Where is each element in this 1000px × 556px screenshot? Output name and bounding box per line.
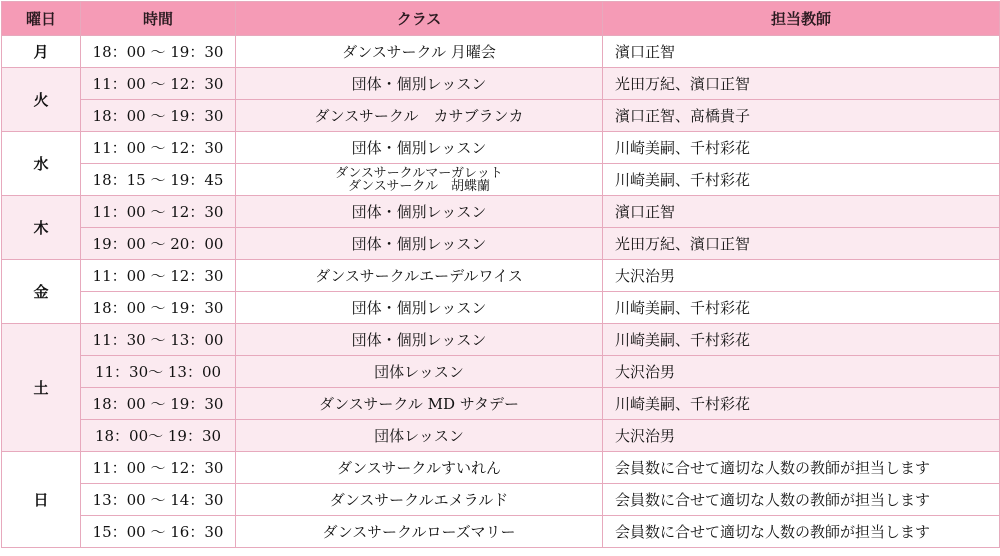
time-cell: 11：30〜 13：00 [81,356,236,388]
time-cell: 18：00 〜 19：30 [81,292,236,324]
time-cell: 18：00 〜 19：30 [81,388,236,420]
table-row [2,36,1000,68]
class-cell: ダンスサークルローズマリー [236,516,603,548]
class-cell: 団体・個別レッスン [236,68,603,100]
table-row [2,132,1000,164]
table-row [2,292,1000,324]
class-cell [236,164,603,196]
table-row [2,420,1000,452]
class-cell: 団体・個別レッスン [236,132,603,164]
teacher-cell: 会員数に合せて適切な人数の教師が担当します [603,452,1000,484]
teacher-cell: 濱口正智、髙橋貴子 [603,100,1000,132]
teacher-cell: 川崎美嗣、千村彩花 [603,164,1000,196]
header-teacher: 担当教師 [603,2,1000,36]
teacher-cell: 川崎美嗣、千村彩花 [603,292,1000,324]
table-row [2,452,1000,484]
day-cell-friday: 金 [2,260,81,324]
class-cell: ダンスサークルエメラルド [236,484,603,516]
header-row [2,2,1000,36]
teacher-cell: 大沢治男 [603,420,1000,452]
day-cell-wednesday: 水 [2,132,81,196]
table-row [2,196,1000,228]
table-row [2,260,1000,292]
table-row [2,324,1000,356]
teacher-cell: 濱口正智 [603,196,1000,228]
header-class: クラス [236,2,603,36]
class-cell: 団体レッスン [236,420,603,452]
schedule-table [1,1,1000,548]
teacher-cell: 川崎美嗣、千村彩花 [603,324,1000,356]
header-time: 時間 [81,2,236,36]
day-cell-sunday: 日 [2,452,81,548]
time-cell: 11：30 〜 13：00 [81,324,236,356]
table-row [2,484,1000,516]
table-row [2,68,1000,100]
day-cell-tuesday: 火 [2,68,81,132]
class-line: ダンスサークルマーガレット [335,165,503,181]
teacher-cell: 大沢治男 [603,356,1000,388]
class-cell: 団体レッスン [236,356,603,388]
time-cell: 13：00 〜 14：30 [81,484,236,516]
time-cell: 18：00〜 19：30 [81,420,236,452]
teacher-cell: 川崎美嗣、千村彩花 [603,388,1000,420]
class-cell: 団体・個別レッスン [236,292,603,324]
teacher-cell: 会員数に合せて適切な人数の教師が担当します [603,516,1000,548]
class-cell: ダンスサークル MD サタデー [236,388,603,420]
table-row [2,164,1000,196]
table-row [2,516,1000,548]
time-cell: 18：00 〜 19：30 [81,100,236,132]
time-cell: 18：00 〜 19：30 [81,36,236,68]
class-cell: ダンスサークル 月曜会 [236,36,603,68]
class-cell: 団体・個別レッスン [236,324,603,356]
header-day: 曜日 [2,2,81,36]
table-row [2,228,1000,260]
table-row [2,100,1000,132]
teacher-cell: 川崎美嗣、千村彩花 [603,132,1000,164]
time-cell: 19：00 〜 20：00 [81,228,236,260]
time-cell: 11：00 〜 12：30 [81,132,236,164]
teacher-cell: 会員数に合せて適切な人数の教師が担当します [603,484,1000,516]
time-cell: 11：00 〜 12：30 [81,196,236,228]
class-cell: ダンスサークルすいれん [236,452,603,484]
teacher-cell: 大沢治男 [603,260,1000,292]
class-cell: 団体・個別レッスン [236,228,603,260]
time-cell: 11：00 〜 12：30 [81,68,236,100]
teacher-cell: 光田万紀、濱口正智 [603,228,1000,260]
class-line: ダンスサークル 胡蝶蘭 [347,178,491,194]
day-cell-monday: 月 [2,36,81,68]
class-cell: ダンスサークル カサブランカ [236,100,603,132]
time-cell: 11：00 〜 12：30 [81,452,236,484]
class-cell: ダンスサークルエーデルワイス [236,260,603,292]
day-cell-thursday: 木 [2,196,81,260]
class-cell: 団体・個別レッスン [236,196,603,228]
time-cell: 11：00 〜 12：30 [81,260,236,292]
table-row [2,388,1000,420]
day-cell-saturday: 土 [2,324,81,452]
teacher-cell: 濱口正智 [603,36,1000,68]
table-row [2,356,1000,388]
time-cell: 15：00 〜 16：30 [81,516,236,548]
teacher-cell: 光田万紀、濱口正智 [603,68,1000,100]
time-cell: 18：15 〜 19：45 [81,164,236,196]
